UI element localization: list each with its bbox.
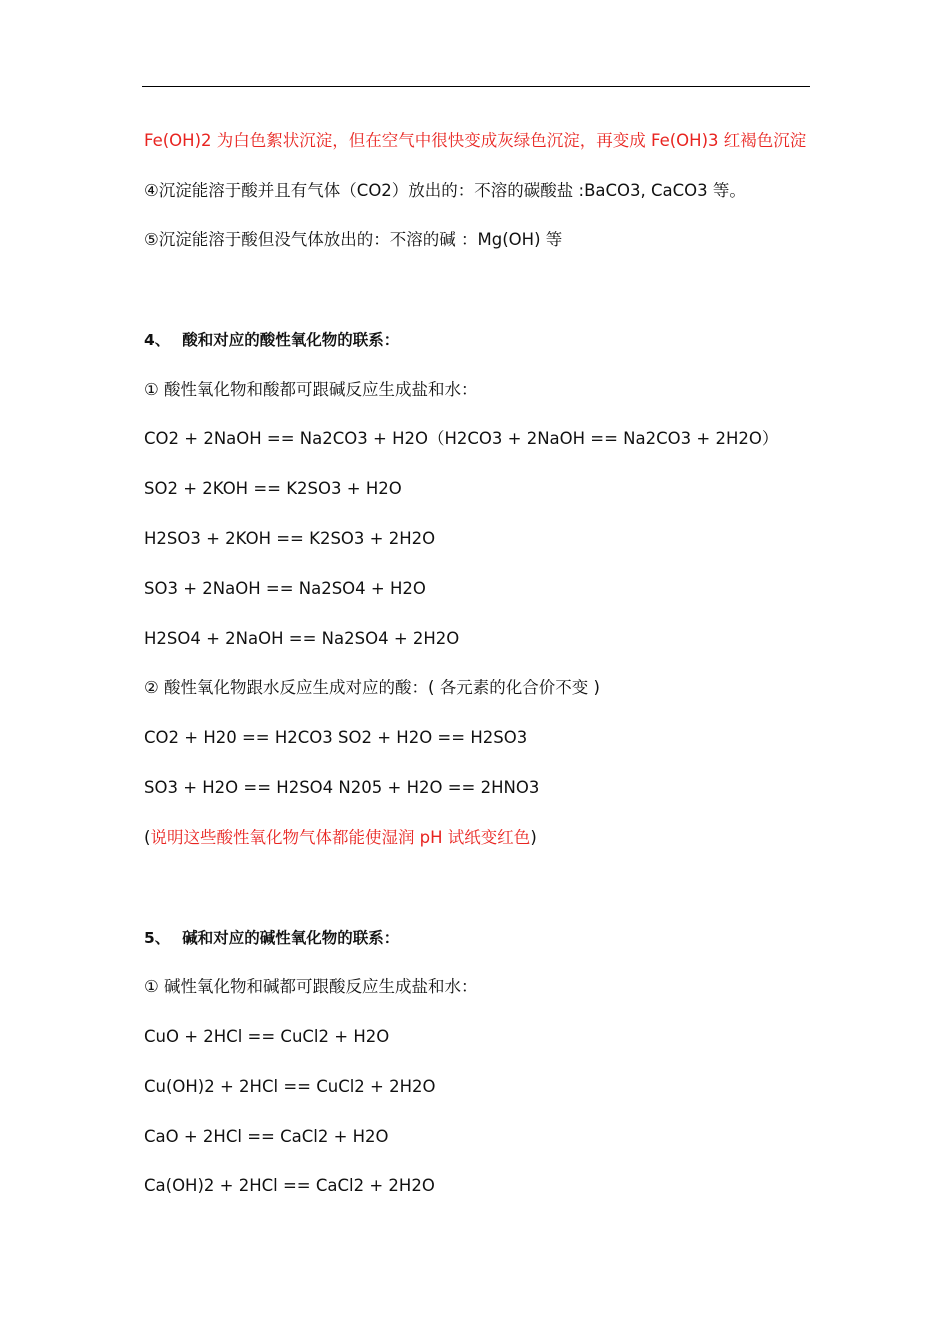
- section-5-heading: [144, 927, 399, 949]
- equation-caoh2-hcl: Ca(OH)2 + 2HCl == CaCl2 + 2H2O: [144, 1176, 435, 1195]
- equation-h2so3-koh: H2SO3 + 2KOH == K2SO3 + 2H2O: [144, 529, 436, 548]
- acid-oxide-rule-2: ② 酸性氧化物跟水反应生成对应的酸：( 各元素的化合价不变 ): [144, 678, 600, 697]
- basic-oxide-rule-1: ① 碱性氧化物和碱都可跟酸反应生成盐和水：: [144, 977, 478, 996]
- acid-oxide-rule-1: ① 酸性氧化物和酸都可跟碱反应生成盐和水：: [144, 380, 478, 399]
- header-rule: [142, 86, 810, 87]
- ferrous-hydroxide-note: Fe(OH)2 为白色絮状沉淀，但在空气中很快变成灰绿色沉淀，再变成 Fe(OH)3 红褐色沉淀: [144, 131, 807, 150]
- ph-note-close-paren: ): [530, 828, 537, 847]
- section-5-title: 碱和对应的碱性氧化物的联系：: [182, 929, 400, 947]
- equation-cuoh2-hcl: Cu(OH)2 + 2HCl == CuCl2 + 2H2O: [144, 1077, 436, 1096]
- section-5-number: 5、: [144, 929, 171, 947]
- section-4-number: 4、: [144, 331, 171, 349]
- equation-co2-naoh: CO2 + 2NaOH == Na2CO3 + H2O（H2CO3 + 2NaOH == Na2CO3 + 2H2O）: [144, 429, 779, 448]
- ph-paper-note: [144, 827, 537, 849]
- section-4-title: 酸和对应的酸性氧化物的联系：: [182, 331, 400, 349]
- equation-so3-naoh: SO3 + 2NaOH == Na2SO4 + H2O: [144, 579, 426, 598]
- ph-note-open-paren: (: [144, 828, 151, 847]
- equation-h2so4-naoh: H2SO4 + 2NaOH == Na2SO4 + 2H2O: [144, 629, 460, 648]
- equation-cao-hcl: CaO + 2HCl == CaCl2 + H2O: [144, 1127, 389, 1146]
- carbonate-precipitate-line: ④沉淀能溶于酸并且有气体（CO2）放出的：不溶的碳酸盐 :BaCO3, CaCO3 等。: [144, 181, 746, 200]
- section-4-heading: [144, 329, 399, 351]
- equation-so2-koh: SO2 + 2KOH == K2SO3 + H2O: [144, 479, 402, 498]
- ph-note-text: 说明这些酸性氧化物气体都能使湿润 pH 试纸变红色: [150, 828, 531, 847]
- equation-so3-n2o5-water: SO3 + H2O == H2SO4 N205 + H2O == 2HNO3: [144, 778, 540, 797]
- equation-cuo-hcl: CuO + 2HCl == CuCl2 + H2O: [144, 1027, 390, 1046]
- base-precipitate-line: ⑤沉淀能溶于酸但没气体放出的：不溶的碱 ：Mg(OH) 等: [144, 230, 563, 249]
- equation-co2-so2-water: CO2 + H20 == H2CO3 SO2 + H2O == H2SO3: [144, 728, 528, 747]
